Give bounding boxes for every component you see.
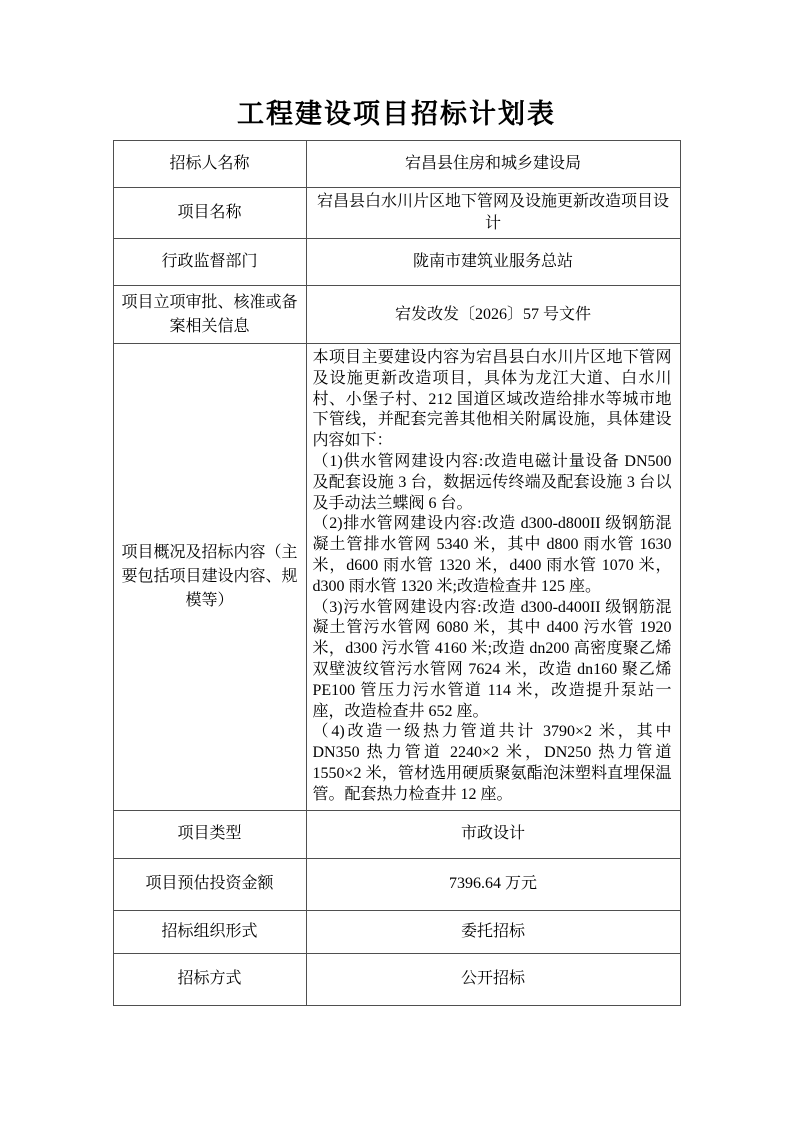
label-estimated-investment: 项目预估投资金额 [113, 858, 306, 910]
value-bidding-method: 公开招标 [306, 953, 680, 1005]
table-row-estimated-investment [113, 858, 680, 910]
label-project-overview: 项目概况及招标内容（主要包括项目建设内容、规模等） [113, 344, 306, 811]
value-estimated-investment: 7396.64 万元 [306, 858, 680, 910]
overview-paragraph-drainage: （2)排水管网建设内容:改造 d300-d800II 级钢筋混凝土管排水管网 5340 米，其中 d800 雨水管 1630 米，d600 雨水管 1320 米，d400 雨水管 1070 米，d300 雨水管 1320 米;改造检查井 125 座。 [312, 515, 672, 595]
value-supervision-department: 陇南市建筑业服务总站 [306, 239, 680, 286]
bidding-plan-table [113, 140, 681, 1006]
page-title: 工程建设项目招标计划表 [237, 99, 556, 129]
overview-paragraph-water-supply: （1)供水管网建设内容:改造电磁计量设备 DN500 及配套设施 3 台，数据远传终端及配套设施 3 台以及手动法兰蝶阀 6 台。 [312, 452, 672, 512]
overview-paragraph-intro: 本项目主要建设内容为宕昌县白水川片区地下管网及设施更新改造项目，具体为龙江大道、白水川村、小堡子村、212 国道区域改造给排水等城市地下管线，并配套完善其他相关附属设施，具体建设内容如下： [312, 349, 672, 450]
label-project-type: 项目类型 [113, 810, 306, 858]
value-project-overview [306, 344, 680, 811]
overview-paragraph-heating: （4)改造一级热力管道共计 3790×2 米，其中 DN350 热力管道 2240×2 米，DN250 热力管道 1550×2 米，管材选用硬质聚氨酯泡沫塑料直埋保温管。配套热力检查井 12 座。 [312, 723, 672, 803]
label-tenderer-name: 招标人名称 [113, 141, 306, 188]
label-bidding-organization-form: 招标组织形式 [113, 910, 306, 953]
table-row-supervision-department [113, 239, 680, 286]
value-project-name: 宕昌县白水川片区地下管网及设施更新改造项目设计 [306, 188, 680, 239]
value-tenderer-name: 宕昌县住房和城乡建设局 [306, 141, 680, 188]
value-approval-info: 宕发改发〔2026〕57 号文件 [306, 286, 680, 344]
table-row-bidding-organization-form [113, 910, 680, 953]
table-row-project-name [113, 188, 680, 239]
label-approval-info: 项目立项审批、核准或备案相关信息 [113, 286, 306, 344]
table-row-tenderer-name [113, 141, 680, 188]
table-row-approval-info [113, 286, 680, 344]
label-project-name: 项目名称 [113, 188, 306, 239]
value-project-type: 市政设计 [306, 810, 680, 858]
label-bidding-method: 招标方式 [113, 953, 306, 1005]
table-row-project-overview [113, 344, 680, 811]
value-bidding-organization-form: 委托招标 [306, 910, 680, 953]
table-row-project-type [113, 810, 680, 858]
label-supervision-department: 行政监督部门 [113, 239, 306, 286]
table-row-bidding-method [113, 953, 680, 1005]
overview-paragraph-sewage: （3)污水管网建设内容:改造 d300-d400II 级钢筋混凝土管污水管网 6080 米，其中 d400 污水管 1920 米，d300 污水管 4160 米;改造 dn200 高密度聚乙烯双壁波纹管污水管网 7624 米，改造 dn160 聚乙烯 PE100 管压力污水管道 114 米，改造提升泵站一座，改造检查井 652 座。 [312, 598, 672, 720]
